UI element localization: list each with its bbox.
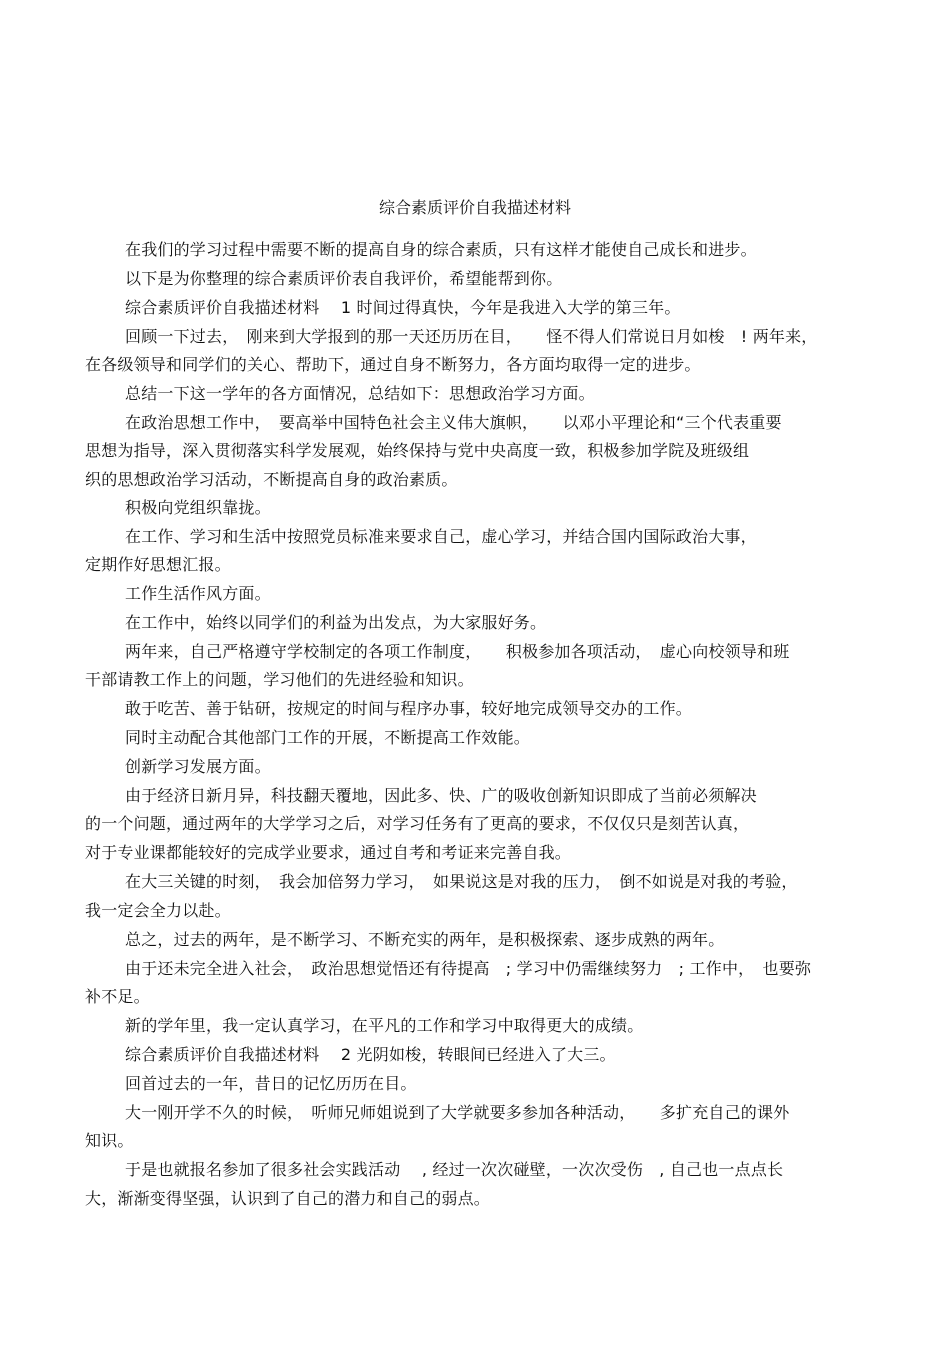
text-line: 于是也就报名参加了很多社会实践活动 , 经过一次次碰壁，一次次受伤 , 自己也一点点长 (125, 1160, 784, 1179)
text-line: 以下是为你整理的综合素质评价表自我评价，希望能帮到你。 (125, 269, 563, 288)
text-line: 在政治思想工作中， 要高举中国特色社会主义伟大旗帜， 以邓小平理论和“三个代表重要 (125, 413, 782, 432)
text-line: 大一刚开学不久的时候， 听师兄师姐说到了大学就要多参加各种活动， 多扩充自己的课外 (125, 1103, 790, 1122)
text-line: 由于还未完全进入社会， 政治思想觉悟还有待提高 ; 学习中仍需继续努力 ; 工作中， 也要弥 (125, 959, 812, 978)
text-line: 补不足。 (85, 987, 150, 1006)
text-line: 在我们的学习过程中需要不断的提高自身的综合素质，只有这样才能使自己成长和进步。 (125, 240, 757, 259)
text-line: 创新学习发展方面。 (125, 757, 271, 776)
text-line: 我一定会全力以赴。 (85, 901, 231, 920)
text-line: 综合素质评价自我描述材料 1 时间过得真快，今年是我进入大学的第三年。 (125, 298, 681, 317)
text-line: 干部请教工作上的问题，学习他们的先进经验和知识。 (85, 670, 474, 689)
text-line: 回首过去的一年，昔日的记忆历历在目。 (125, 1074, 417, 1093)
text-line: 总之，过去的两年，是不断学习、不断充实的两年，是积极探索、逐步成熟的两年。 (125, 930, 725, 949)
text-line: 新的学年里，我一定认真学习，在平凡的工作和学习中取得更大的成绩。 (125, 1016, 644, 1035)
text-line: 在工作、学习和生活中按照党员标准来要求自己，虚心学习，并结合国内国际政治大事， (125, 527, 757, 546)
text-line: 定期作好思想汇报。 (85, 555, 231, 574)
text-line: 思想为指导，深入贯彻落实科学发展观，始终保持与党中央高度一致，积极参加学院及班级组 (85, 441, 750, 460)
text-line: 积极向党组织靠拢。 (125, 498, 271, 517)
text-line: 的一个问题，通过两年的大学学习之后，对学习任务有了更高的要求，不仅仅只是刻苦认真， (85, 814, 750, 833)
text-line: 知识。 (85, 1131, 134, 1150)
text-line: 织的思想政治学习活动，不断提高自身的政治素质。 (85, 470, 458, 489)
text-line: 两年来，自己严格遵守学校制定的各项工作制度， 积极参加各项活动， 虚心向校领导和班 (125, 642, 790, 661)
text-line: 总结一下这一学年的各方面情况，总结如下：思想政治学习方面。 (125, 384, 595, 403)
text-line: 工作生活作风方面。 (125, 584, 271, 603)
text-line: 同时主动配合其他部门工作的开展，不断提高工作效能。 (125, 728, 531, 747)
text-line: 在大三关键的时刻， 我会加倍努力学习， 如果说这是对我的压力， 倒不如说是对我的考验， (125, 872, 798, 891)
text-line: 在各级领导和同学们的关心、帮助下，通过自身不断努力，各方面均取得一定的进步。 (85, 355, 701, 374)
text-line: 敢于吃苦、善于钻研，按规定的时间与程序办事，较好地完成领导交办的工作。 (125, 699, 693, 718)
text-line: 大，渐渐变得坚强，认识到了自己的潜力和自己的弱点。 (85, 1189, 491, 1208)
text-line: 对于专业课都能较好的完成学业要求，通过自考和考证来完善自我。 (85, 843, 572, 862)
text-line: 综合素质评价自我描述材料 2 光阴如梭，转眼间已经进入了大三。 (125, 1045, 616, 1064)
text-line: 在工作中，始终以同学们的利益为出发点，为大家服好务。 (125, 613, 547, 632)
text-line: 回顾一下过去， 刚来到大学报到的那一天还历历在目， 怪不得人们常说日月如梭 ! 两年来， (125, 327, 818, 346)
document-title: 综合素质评价自我描述材料 (378, 198, 571, 217)
text-line: 由于经济日新月异，科技翻天覆地，因此多、快、广的吸收创新知识即成了当前必须解决 (125, 786, 757, 805)
